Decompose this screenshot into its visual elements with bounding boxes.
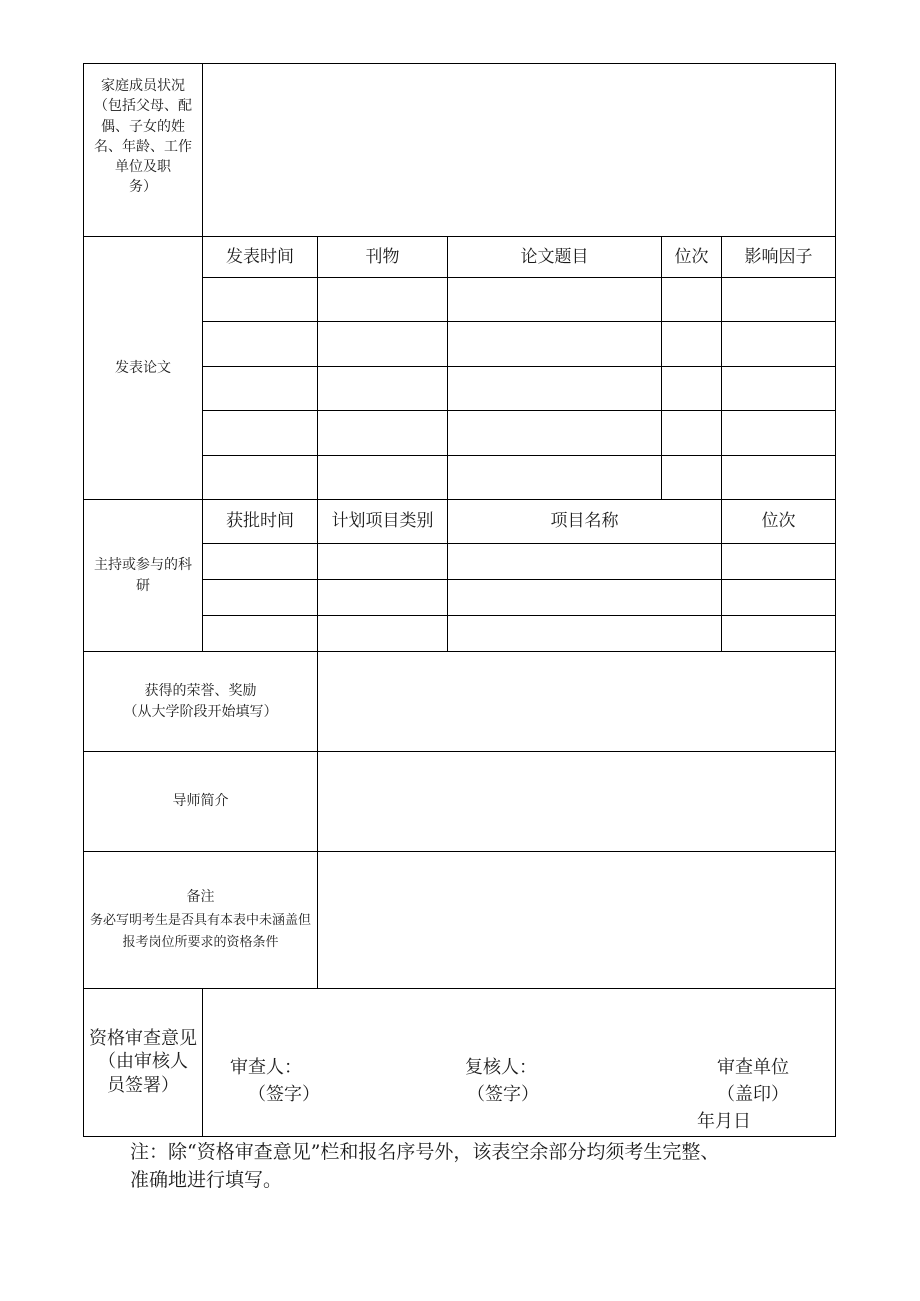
table-border xyxy=(83,1136,836,1137)
research-header-date: 获批时间 xyxy=(226,511,294,532)
label-line: 报考岗位所要求的资格条件 xyxy=(122,934,279,950)
label-line: 员签署） xyxy=(107,1074,179,1096)
label-line: 名、年龄、工作 xyxy=(94,138,192,155)
row-divider xyxy=(202,321,836,322)
papers-header-rank: 位次 xyxy=(674,246,709,267)
rechecker-sign-label: （签字） xyxy=(467,1084,539,1106)
label-line: （由审核人 xyxy=(98,1051,188,1073)
label-line: （从大学阶段开始填写） xyxy=(123,703,278,720)
label-line: 备注 xyxy=(186,889,215,905)
remarks-label xyxy=(84,852,317,988)
reviewer-label: 审查人： xyxy=(230,1057,302,1079)
row-divider xyxy=(202,277,836,278)
papers-header-title: 论文题目 xyxy=(520,246,589,267)
advisor-input[interactable] xyxy=(318,752,835,851)
row-divider xyxy=(202,410,836,411)
papers-label: 发表论文 xyxy=(115,359,171,376)
label-line: 研 xyxy=(136,577,150,594)
research-header-category: 计划项目类别 xyxy=(331,511,434,532)
label-line: 单位及职 xyxy=(115,159,171,176)
footnote-line: 准确地进行填写。 xyxy=(130,1169,283,1192)
family-input[interactable] xyxy=(203,64,835,236)
honors-input[interactable] xyxy=(318,652,835,751)
papers-header-journal: 刊物 xyxy=(365,246,400,267)
table-border xyxy=(835,63,836,1137)
label-line: 务） xyxy=(129,179,157,196)
label-line: 务必写明考生是否具有本表中未涵盖但 xyxy=(89,912,311,928)
rechecker-label: 复核人： xyxy=(465,1057,537,1079)
row-divider xyxy=(202,543,836,544)
remarks-input[interactable] xyxy=(318,852,835,988)
honors-label xyxy=(84,652,317,751)
label-line: 获得的荣誉、奖励 xyxy=(144,683,257,700)
review-label xyxy=(84,989,202,1136)
research-header-project: 项目名称 xyxy=(550,511,619,532)
family-label xyxy=(84,76,202,198)
research-label xyxy=(84,500,202,651)
label-line: 主持或参与的科 xyxy=(94,557,192,574)
label-line: 家庭成员状况 xyxy=(101,78,185,94)
label-line: （包括父母、配 xyxy=(94,98,192,115)
unit-label: 审查单位 xyxy=(717,1057,789,1079)
row-divider xyxy=(202,579,836,580)
row-divider xyxy=(202,366,836,367)
review-date: 年月日 xyxy=(697,1111,751,1133)
papers-header-time: 发表时间 xyxy=(226,246,294,267)
row-divider xyxy=(202,615,836,616)
papers-header-impact: 影响因子 xyxy=(744,246,813,267)
research-header-rank: 位次 xyxy=(761,511,796,532)
unit-seal-label: （盖印） xyxy=(717,1084,789,1106)
label-line: 偶、子女的姓 xyxy=(101,118,185,135)
col-divider xyxy=(202,988,203,1137)
footnote-line: 注：除“资格审查意见”栏和报名序号外，该表空余部分均须考生完整、 xyxy=(130,1141,720,1164)
reviewer-sign-label: （签字） xyxy=(248,1084,320,1106)
label-line: 资格审查意见 xyxy=(89,1028,197,1049)
row-divider xyxy=(202,455,836,456)
advisor-label: 导师简介 xyxy=(172,793,229,810)
